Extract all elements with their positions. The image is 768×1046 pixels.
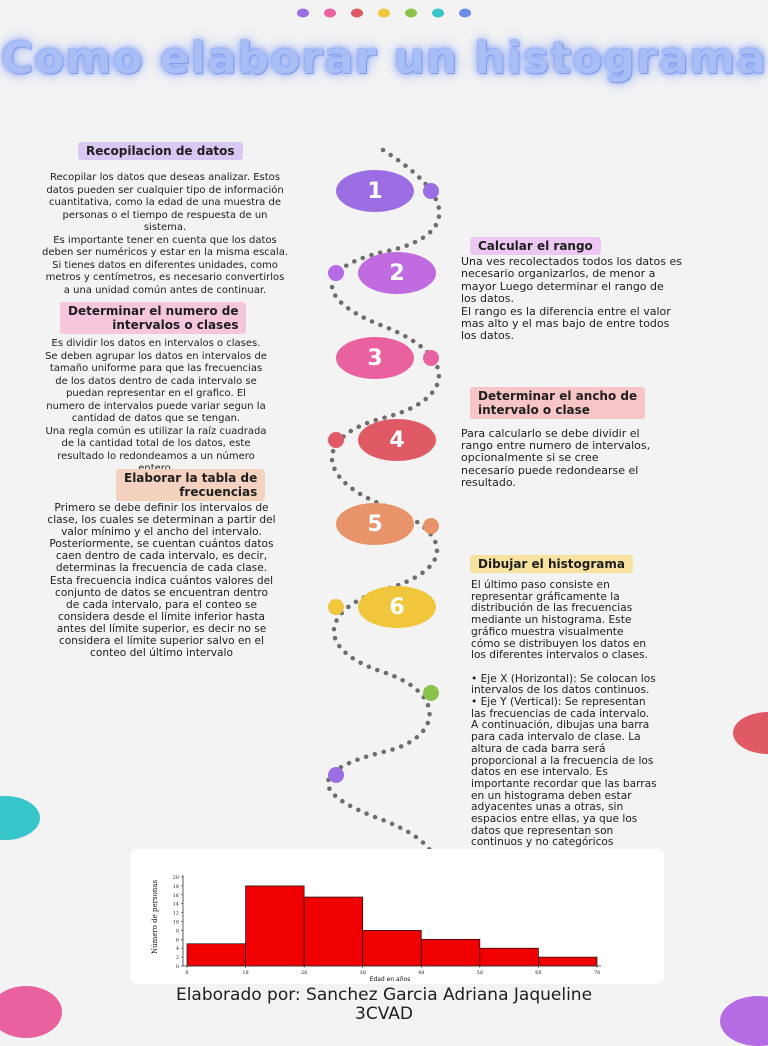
step-6-text: El último paso consiste en representar gráficamente la distribución de las frecuencias mediante un histograma. Este gráfico muestra visualmente cómo se distribuyen los datos en los diferentes intervalos o clases. • Eje X (Horizontal): Se colocan los intervalos de los datos continuos. • Eje Y (Vertical): Se representan las frecuencias de cada intervalo. A continuación, dibujas una barra para cada intervalo de clase. La altura de cada barra será proporcional a la frecuencia de los datos en ese intervalo. Es importante recordar que las barras en un histograma deben estar adyacentes unas a otras, sin espacios entre ellas, ya que los datos que representan son continuos y no categóricos xyxy=(471,579,657,849)
step-1-heading: Recopilacion de datos xyxy=(78,142,243,160)
y-tick-label: 10 xyxy=(172,919,179,926)
path-dot-green xyxy=(423,685,439,701)
step-5-number: 5 xyxy=(336,503,414,545)
histogram-bar xyxy=(363,930,422,966)
footer-group: 3CVAD xyxy=(355,1004,413,1024)
x-tick-label: 48 xyxy=(418,970,425,976)
chart-xlabel: Edad en años xyxy=(369,976,411,983)
path-dot-purple-2 xyxy=(328,767,344,783)
x-tick-label: 78 xyxy=(593,970,601,976)
footer-author: Elaborado por: Sanchez Garcia Adriana Jaqueline xyxy=(175,985,593,1005)
path-dot-pink xyxy=(423,350,439,366)
step-1-text: Recopilar los datos que deseas analizar. Estos datos pueden ser cualquier tipo de información cuantitativa, como la edad de una muestra de personas o el tiempo de respuesta de un sistema. Es importante tener en cuenta que los datos deben ser numéricos y estar en la misma escala. Si tienes datos en diferentes unidades, como metros y centímetros, es necesario convertirlos a una unidad común antes de continuar. xyxy=(41,172,289,296)
y-tick-label: 18 xyxy=(172,883,179,890)
path-dot-purple-1 xyxy=(423,183,439,199)
histogram-bar xyxy=(187,944,246,966)
histogram-bar xyxy=(304,897,363,966)
histogram-chart xyxy=(130,849,664,984)
path-dot-yellow xyxy=(328,599,344,615)
step-4-heading: Determinar el ancho de intervalo o clase xyxy=(470,387,645,419)
histogram-bar xyxy=(246,886,305,966)
chart-ylabel: Número de personas xyxy=(151,879,159,955)
step-1-number: 1 xyxy=(336,170,414,212)
y-tick-label: 6 xyxy=(175,937,179,944)
x-tick-label: 8 xyxy=(185,970,189,976)
page-title: Como elaborar un histograma xyxy=(1,33,767,84)
x-tick-label: 38 xyxy=(359,970,366,976)
step-5-text: Primero se debe definir los intervalos de clase, los cuales se determinan a partir del valor mínimo y el ancho del intervalo. Posteriormente, se cuentan cuántos datos caen dentro de cada intervalo, es decir, determinas la frecuencia de cada clase. Esta frecuencia indica cuántos valores del conjunto de datos se encuentran dentro de cada intervalo, para el conteo se considera desde el límite inferior hasta antes del límite superior, es decir no se considera el límite superior salvo en el conteo del último intervalo xyxy=(47,502,276,660)
x-tick-label: 28 xyxy=(300,970,308,976)
step-3-heading: Determinar el numero de intervalos o clases xyxy=(60,302,246,334)
path-dot-violet xyxy=(328,265,344,281)
step-3-number: 3 xyxy=(336,337,414,379)
histogram-bar xyxy=(421,939,480,966)
y-tick-label: 14 xyxy=(172,901,179,908)
y-tick-label: 12 xyxy=(172,910,179,917)
x-tick-label: 18 xyxy=(242,970,249,976)
step-5-heading: Elaborar la tabla de frecuencias xyxy=(116,469,265,501)
step-4-text: Para calcularlo se debe dividir el rango entre numero de intervalos, opcionalmente si se cree necesario puede redondearse el resultado. xyxy=(461,427,651,489)
step-6-number: 6 xyxy=(358,586,436,628)
step-2-text: Una ves recolectados todos los datos es necesario organizarlos, de menor a mayor Luego determinar el rango de los datos. El rango es la diferencia entre el valor mas alto y el mas bajo de entre todos los datos. xyxy=(461,255,682,343)
path-dot-orange xyxy=(423,518,439,534)
step-6-heading: Dibujar el histograma xyxy=(470,555,633,573)
y-tick-label: 20 xyxy=(172,875,179,881)
y-tick-label: 2 xyxy=(175,955,179,962)
x-tick-label: 68 xyxy=(535,970,542,976)
path-dot-red xyxy=(328,432,344,448)
step-4-number: 4 xyxy=(358,419,436,461)
histogram-card xyxy=(130,849,664,984)
y-tick-label: 4 xyxy=(175,946,179,953)
histogram-bar xyxy=(538,957,597,966)
step-2-number: 2 xyxy=(358,252,436,294)
y-tick-label: 0 xyxy=(175,964,179,970)
y-tick-label: 16 xyxy=(172,892,179,899)
step-3-text: Es dividir los datos en intervalos o clases. Se deben agrupar los datos en intervalos de tamaño uniforme para que las frecuencias de los datos dentro de cada intervalo se puedan representar en el grafico. El numero de intervalos puede variar segun la cantidad de datos que se tengan. Una regla común es utilizar la raíz cuadrada de la cantidad total de los datos, este resultado lo redondeamos a un número xyxy=(45,338,267,462)
y-tick-label: 8 xyxy=(175,928,179,935)
histogram-bar xyxy=(480,948,539,966)
x-tick-label: 58 xyxy=(476,970,484,976)
step-2-heading: Calcular el rango xyxy=(470,237,601,255)
